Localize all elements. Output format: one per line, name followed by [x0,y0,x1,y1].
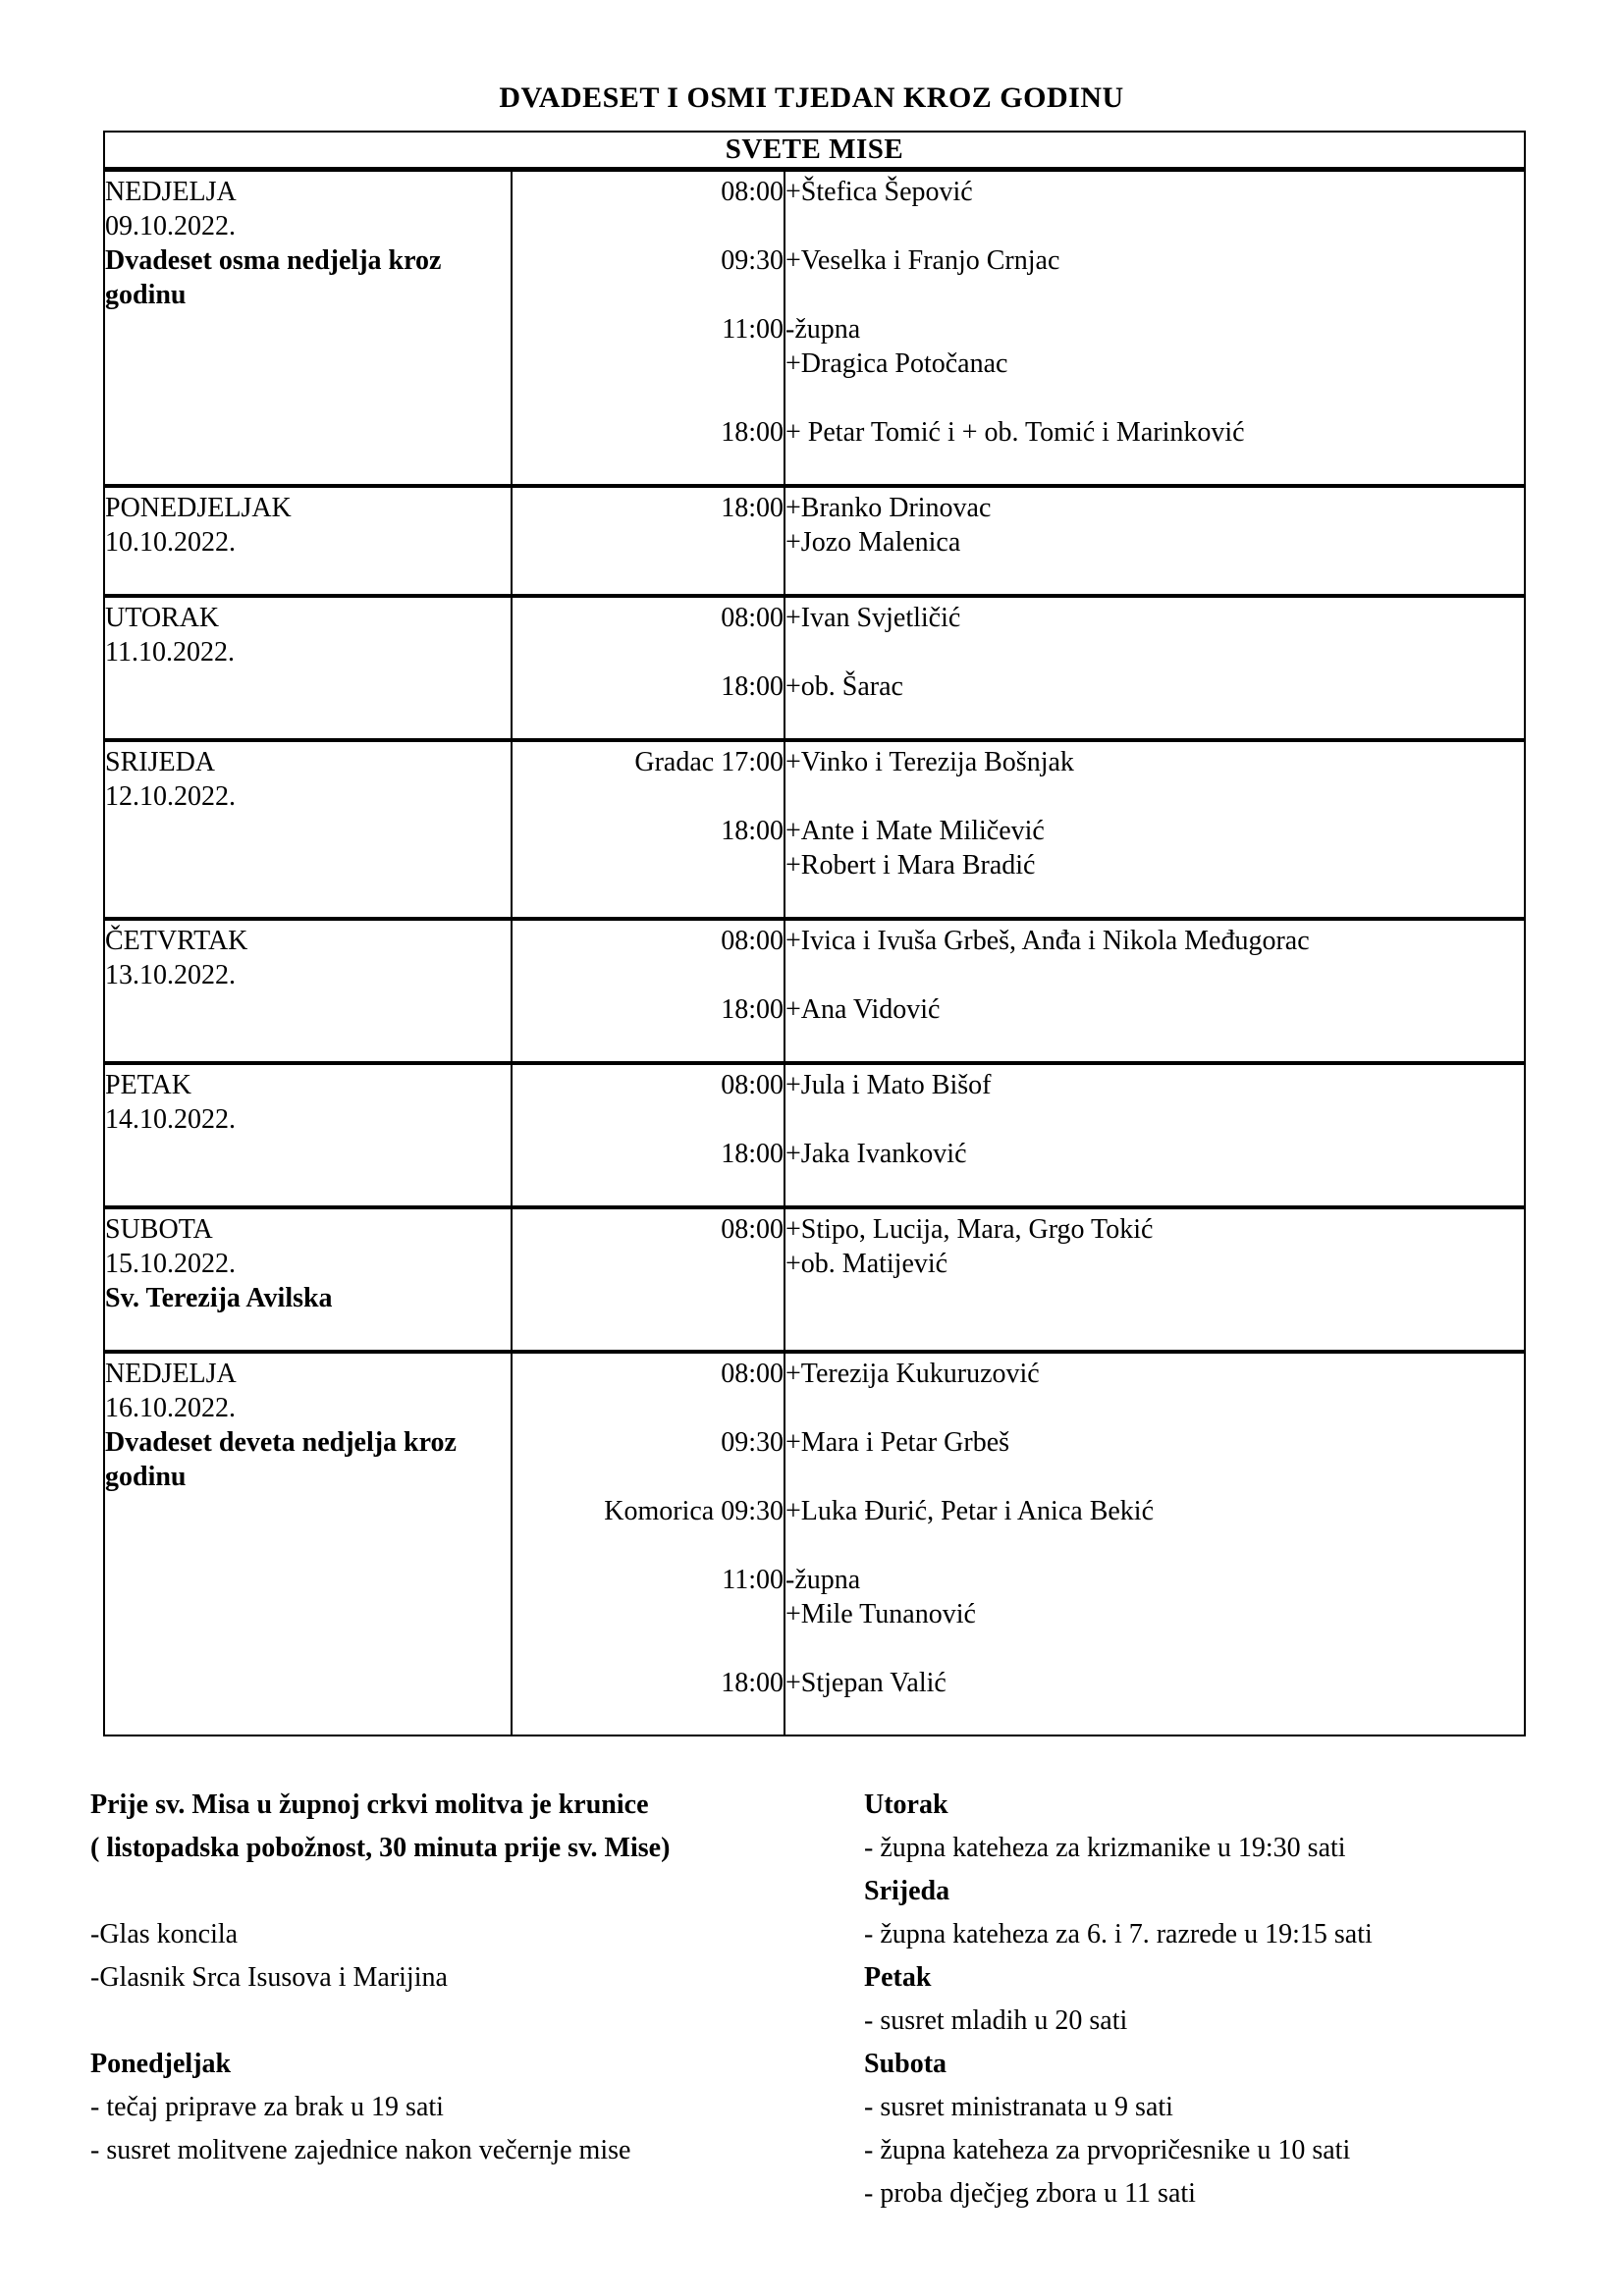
mass-intention [785,1281,1524,1315]
note-line: - susret molitvene zajednice nakon večernje mise [90,2135,631,2165]
note-line: - tečaj priprave za brak u 19 sati [90,2092,444,2122]
day-line: Dvadeset osma nedjelja kroz godinu [105,245,442,310]
day-line: 14.10.2022. [105,1104,236,1135]
mass-time [513,779,784,814]
schedule-row [104,1352,1525,1735]
day-cell [104,170,512,487]
mass-intention: -župna [785,314,861,345]
mass-time [513,278,784,312]
mass-time: 18:00 [721,994,784,1025]
time-cell [512,919,784,1063]
day-cell [104,740,512,919]
day-cell [104,1063,512,1207]
day-line: 13.10.2022. [105,960,236,990]
note-line: Utorak [864,1789,948,1820]
mass-time: 09:30 [721,1427,784,1458]
time-cell [512,1063,784,1207]
mass-intention [785,450,1524,484]
mass-time: Gradac 17:00 [634,747,784,777]
schedule-row [104,919,1525,1063]
mass-time [513,1247,784,1281]
schedule-row [104,596,1525,740]
note-line: -Glasnik Srca Isusova i Marijina [90,1962,448,1993]
mass-time: 18:00 [721,1139,784,1169]
time-cell [512,1352,784,1735]
mass-intention: +Mile Tunanović [785,1599,976,1629]
mass-time [513,381,784,415]
intention-cell [784,1207,1525,1352]
day-cell [104,486,512,596]
day-cell [104,919,512,1063]
mass-time [513,1027,784,1061]
intention-cell [784,1063,1525,1207]
day-line: UTORAK [105,603,220,633]
mass-time [513,882,784,917]
mass-schedule-table [103,131,1526,1736]
mass-time: 08:00 [721,1359,784,1389]
note-line: - proba dječjeg zbora u 11 sati [864,2178,1196,2209]
intention-cell [784,596,1525,740]
mass-time [513,848,784,882]
day-line: 16.10.2022. [105,1393,236,1423]
mass-intention [785,704,1524,738]
mass-time: 18:00 [721,493,784,523]
mass-intention [785,1700,1524,1735]
mass-time [513,1102,784,1137]
notes-section [90,1784,1563,2216]
mass-intention [785,1171,1524,1205]
day-line: Sv. Terezija Avilska [105,1283,333,1313]
time-cell [512,596,784,740]
day-cell [104,596,512,740]
mass-time [513,560,784,594]
mass-intention [785,1102,1524,1137]
mass-intention: +Luka Đurić, Petar i Anica Bekić [785,1496,1155,1526]
mass-intention: +Ana Vidović [785,994,941,1025]
mass-intention [785,381,1524,415]
table-header: SVETE MISE [104,132,1525,170]
mass-intention [785,1631,1524,1666]
mass-intention: +Stjepan Valić [785,1668,947,1698]
day-cell [104,1207,512,1352]
intention-cell [784,740,1525,919]
day-line: NEDJELJA [105,177,237,207]
mass-intention [785,278,1524,312]
time-cell [512,740,784,919]
mass-time [513,1700,784,1735]
mass-intention: +Jozo Malenica [785,527,961,558]
mass-time: 08:00 [721,603,784,633]
mass-time: 18:00 [721,1668,784,1698]
mass-intention: +Veselka i Franjo Crnjac [785,245,1060,276]
mass-time [513,1460,784,1494]
day-line: PETAK [105,1070,191,1100]
mass-time [513,450,784,484]
mass-intention [785,1528,1524,1563]
mass-intention [785,635,1524,669]
mass-time [513,1281,784,1315]
day-line: 09.10.2022. [105,211,236,241]
note-line: ( listopadska pobožnost, 30 minuta prije sv. Mise) [90,1833,671,1863]
note-line: -Glas koncila [90,1919,239,1949]
intention-cell [784,486,1525,596]
mass-intention [785,560,1524,594]
mass-time: 11:00 [722,1565,784,1595]
intention-cell [784,170,1525,487]
mass-time: 18:00 [721,417,784,448]
mass-time: 11:00 [722,314,784,345]
note-line: - susret mladih u 20 sati [864,2005,1128,2036]
mass-time [513,635,784,669]
mass-intention: +Ante i Mate Miličević [785,816,1045,846]
day-line: Dvadeset deveta nedjelja kroz godinu [105,1427,457,1492]
mass-time: 08:00 [721,177,784,207]
mass-time [513,704,784,738]
day-line: 10.10.2022. [105,527,236,558]
mass-intention [785,1315,1524,1350]
mass-time [513,1171,784,1205]
notes-left-column [90,1784,864,2216]
mass-intention: +Mara i Petar Grbeš [785,1427,1010,1458]
note-line: - župna kateheza za 6. i 7. razrede u 19:15 sati [864,1919,1373,1949]
mass-time [513,1528,784,1563]
schedule-row [104,1063,1525,1207]
day-line: PONEDJELJAK [105,493,292,523]
mass-intention [785,209,1524,243]
schedule-row [104,486,1525,596]
mass-intention: +Ivica i Ivuša Grbeš, Anđa i Nikola Međugorac [785,926,1310,956]
mass-intention [785,779,1524,814]
page-title: DVADESET I OSMI TJEDAN KROZ GODINU [499,81,1124,114]
note-line: - župna kateheza za krizmanike u 19:30 sati [864,1833,1346,1863]
intention-cell [784,1352,1525,1735]
day-line: NEDJELJA [105,1359,237,1389]
note-line: - susret ministranata u 9 sati [864,2092,1173,2122]
mass-intention: +Jaka Ivanković [785,1139,967,1169]
mass-intention [785,1391,1524,1425]
mass-time [513,1631,784,1666]
note-line: - župna kateheza za prvopričesnike u 10 sati [864,2135,1351,2165]
mass-intention: +Dragica Potočanac [785,348,1008,379]
note-line: Subota [864,2049,947,2079]
mass-intention [785,1027,1524,1061]
mass-time: 08:00 [721,926,784,956]
day-line: ČETVRTAK [105,926,248,956]
day-line: 12.10.2022. [105,781,236,812]
note-line: Prije sv. Misa u župnoj crkvi molitva je krunice [90,1789,649,1820]
mass-intention [785,1460,1524,1494]
mass-intention [785,882,1524,917]
mass-time [513,1391,784,1425]
mass-time [513,1597,784,1631]
mass-time [513,1315,784,1350]
mass-time [513,209,784,243]
mass-intention: +Robert i Mara Bradić [785,850,1036,881]
day-line: 15.10.2022. [105,1249,236,1279]
mass-time: Komorica 09:30 [604,1496,784,1526]
mass-intention: +Branko Drinovac [785,493,992,523]
note-line: Petak [864,1962,932,1993]
mass-intention: +Ivan Svjetličić [785,603,961,633]
intention-cell [784,919,1525,1063]
mass-intention: +ob. Matijević [785,1249,948,1279]
mass-time [513,525,784,560]
mass-time: 08:00 [721,1070,784,1100]
schedule-row [104,1207,1525,1352]
mass-intention: +Vinko i Terezija Bošnjak [785,747,1074,777]
mass-time: 18:00 [721,816,784,846]
schedule-row [104,740,1525,919]
note-line [90,1870,864,1913]
time-cell [512,1207,784,1352]
mass-time: 08:00 [721,1214,784,1245]
mass-intention: +ob. Šarac [785,671,903,702]
day-line: SUBOTA [105,1214,213,1245]
table-header-row [104,132,1525,170]
time-cell [512,170,784,487]
mass-intention: +Jula i Mato Bišof [785,1070,992,1100]
note-line [90,2000,864,2043]
note-line: Srijeda [864,1876,950,1906]
mass-time [513,958,784,992]
mass-time [513,347,784,381]
mass-intention: +Stipo, Lucija, Mara, Grgo Tokić [785,1214,1154,1245]
time-cell [512,486,784,596]
notes-right-column [864,1784,1563,2216]
mass-intention [785,958,1524,992]
day-line: 11.10.2022. [105,637,235,667]
mass-time: 18:00 [721,671,784,702]
mass-intention: +Štefica Šepović [785,177,973,207]
day-cell [104,1352,512,1735]
mass-intention: +Terezija Kukuruzović [785,1359,1040,1389]
mass-time: 09:30 [721,245,784,276]
mass-intention: + Petar Tomić i + ob. Tomić i Marinković [785,417,1245,448]
mass-intention: -župna [785,1565,861,1595]
schedule-row [104,170,1525,487]
note-line: Ponedjeljak [90,2049,232,2079]
day-line: SRIJEDA [105,747,216,777]
